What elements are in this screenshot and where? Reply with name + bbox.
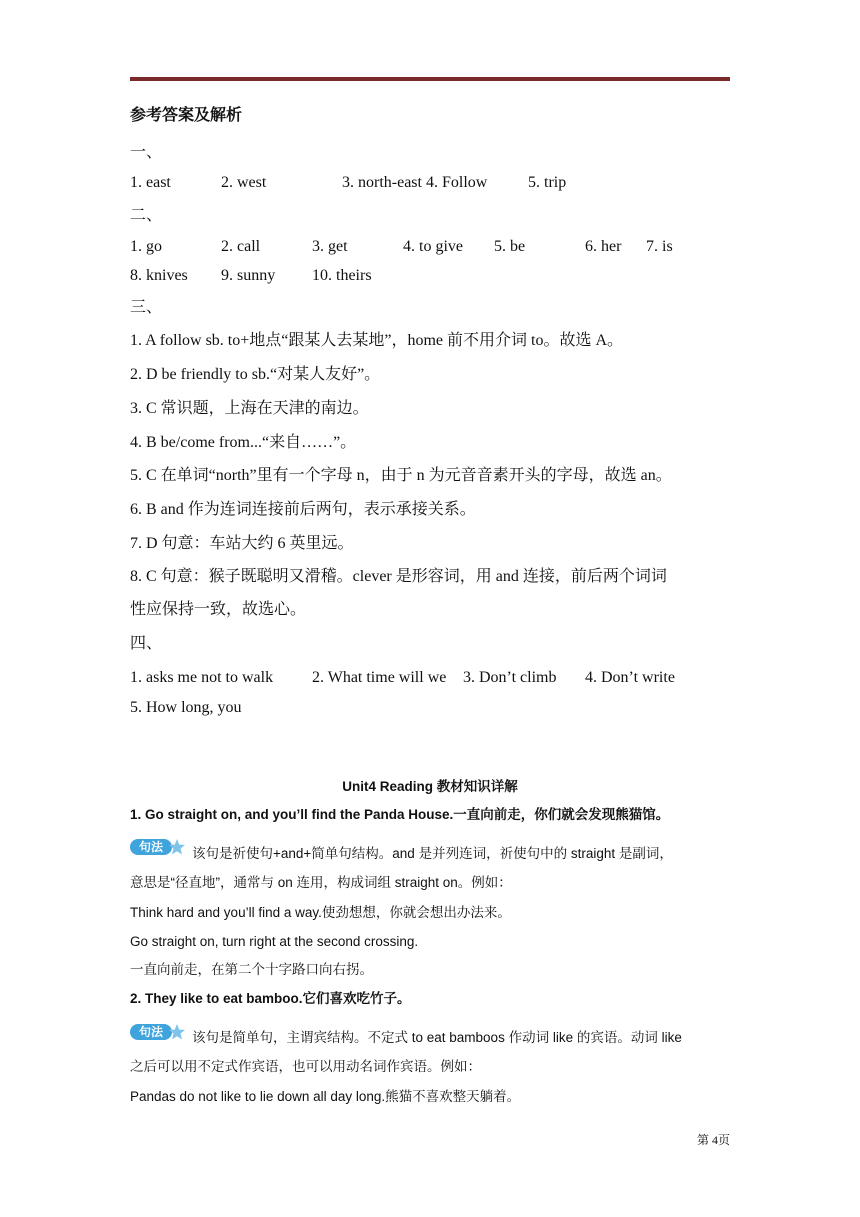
star-icon: [168, 838, 186, 856]
answer-item: 3. north-east 4. Follow: [342, 174, 488, 191]
answer-item: 10. theirs: [312, 267, 372, 284]
section-1-label: 一、: [130, 144, 163, 161]
answer-item: 3. Don’t climb: [463, 669, 557, 686]
explanation-line: 3. C 常识题，上海在天津的南边。: [130, 400, 369, 417]
example-line: 一直向前走，在第二个十字路口向右拐。: [130, 962, 373, 977]
badge-label: 句法: [130, 839, 172, 855]
example-line: Go straight on, turn right at the second crossing.: [130, 934, 419, 949]
explanation-line: 5. C 在单词“north”里有一个字母 n，由于 n 为元音音素开头的字母，故选 an。: [130, 467, 672, 484]
explanation-line: 4. B be/come from...“来自……”。: [130, 434, 357, 451]
point-1-line: 该句是祈使句+and+简单句结构。and 是并列连词，祈使句中的 straight 是副词，: [192, 846, 673, 861]
badge-label: 句法: [130, 1024, 172, 1040]
answer-item: 5. be: [494, 238, 526, 255]
answer-item: 1. east: [130, 174, 171, 191]
explanation-line: 2. D be friendly to sb.“对某人友好”。: [130, 366, 381, 383]
answer-item: 2. call: [221, 238, 261, 255]
point-2-line: 该句是简单句，主谓宾结构。不定式 to eat bamboos 作动词 like 的宾语。动词 like: [192, 1030, 682, 1045]
answer-item: 8. knives: [130, 267, 188, 284]
point-1-line: 意思是“径直地”，通常与 on 连用，构成词组 straight on。例如：: [130, 875, 512, 890]
section-3-label: 三、: [130, 299, 163, 316]
example-line: Pandas do not like to lie down all day long.熊猫不喜欢整天躺着。: [130, 1089, 521, 1104]
explanation-line: 性应保持一致，故选心。: [130, 601, 307, 618]
explanation-line: 6. B and 作为连词连接前后两句，表示承接关系。: [130, 501, 476, 518]
answer-item: 4. Don’t write: [585, 669, 675, 686]
answer-item: 1. go: [130, 238, 162, 255]
section-4-label: 四、: [130, 635, 163, 652]
answer-item: 3. get: [312, 238, 348, 255]
syntax-badge: [130, 1023, 186, 1041]
answer-item: 5. trip: [528, 174, 567, 191]
answer-item: 9. sunny: [221, 267, 276, 284]
unit-title: Unit4 Reading 教材知识详解: [342, 779, 518, 794]
answer-item: 2. west: [221, 174, 267, 191]
section-4-row-2: 5. How long, you: [130, 699, 242, 716]
point-2-line: 之后可以用不定式作宾语，也可以用动名词作宾语。例如：: [130, 1059, 481, 1074]
answer-item: 2. What time will we: [312, 669, 447, 686]
syntax-badge: [130, 838, 186, 856]
explanation-line: 8. C 句意：猴子既聪明又滑稽。clever 是形容词，用 and 连接，前后两个词词: [130, 568, 667, 585]
point-2-title: 2. They like to eat bamboo.它们喜欢吃竹子。: [130, 991, 411, 1006]
section-2-label: 二、: [130, 207, 163, 224]
explanation-line: 1. A follow sb. to+地点“跟某人去某地”，home 前不用介词 to。故选 A。: [130, 332, 624, 349]
answers-heading: 参考答案及解析: [130, 107, 243, 124]
example-line: Think hard and you’ll find a way.使劲想想，你就会想出办法来。: [130, 905, 511, 920]
answer-item: 7. is: [646, 238, 673, 255]
point-1-title: 1. Go straight on, and you’ll find the Panda House.一直向前走，你们就会发现熊猫馆。: [130, 807, 670, 822]
answer-item: 4. to give: [403, 238, 463, 255]
star-icon: [168, 1023, 186, 1041]
answer-item: 6. her: [585, 238, 622, 255]
explanation-line: 7. D 句意：车站大约 6 英里远。: [130, 535, 354, 552]
page-number: 第 4页: [696, 1133, 730, 1147]
header-rule: [130, 77, 730, 81]
answer-item: 1. asks me not to walk: [130, 669, 274, 686]
